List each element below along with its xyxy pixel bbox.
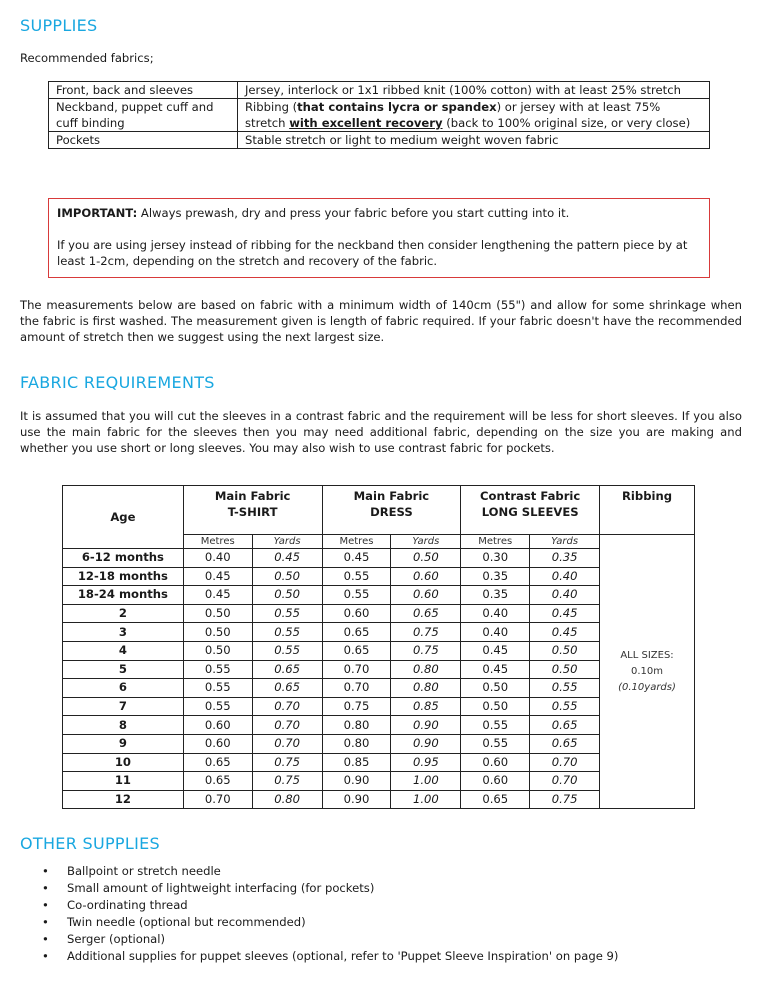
measurements-note: The measurements below are based on fabric with a minimum width of 140cm (55") and allow for some shrinkage when the fabric is first washed. The measurement given is length of fabric required. If your fabric doesn't have the recommended amount of stretch then we suggest using the next largest size. [20,298,742,344]
age-cell: 2 [63,604,184,623]
unit-yards: Yards [391,535,461,549]
ribbing-line3: (0.10yards) [618,681,676,693]
other-supplies-heading: OTHER SUPPLIES [20,834,160,853]
yards-cell: 0.70 [252,734,322,753]
text-fragment: ) or jersey with at least 75% stretch [245,100,661,130]
text-fragment: (back to 100% original size, or very close) [442,116,691,130]
metres-cell: 0.70 [322,679,391,698]
supplies-heading: SUPPLIES [20,16,98,35]
fabric-desc-cell: Stable stretch or light to medium weight woven fabric [238,132,710,149]
age-header: Age [63,486,184,549]
yards-cell: 1.00 [391,790,461,809]
yards-cell: 0.65 [252,679,322,698]
recommended-fabrics-table [48,81,710,149]
recommended-fabrics-label: Recommended fabrics; [20,51,154,65]
important-text: Always prewash, dry and press your fabric before you start cutting into it. [137,206,570,220]
age-cell: 3 [63,623,184,642]
group-header-line2: T-SHIRT [227,505,278,519]
metres-cell: 0.50 [183,641,252,660]
table-row [49,82,710,99]
important-paragraph-2: If you are using jersey instead of ribbing for the neckband then consider lengthening the pattern piece by at least 1-2cm, depending on the stretch and recovery of the fabric. [57,238,688,268]
metres-cell: 0.60 [322,604,391,623]
group-header-line2: LONG SLEEVES [481,505,579,519]
unit-yards: Yards [252,535,322,549]
unit-metres: Metres [461,535,530,549]
emphasis-underlined-text: with excellent recovery [289,116,443,130]
age-cell: 10 [63,753,184,772]
metres-cell: 0.90 [322,790,391,809]
metres-cell: 0.50 [183,604,252,623]
fabric-requirements-heading: FABRIC REQUIREMENTS [20,373,215,392]
metres-cell: 0.60 [461,753,530,772]
yards-cell: 0.50 [530,660,600,679]
fabric-part-cell: Pockets [49,132,238,149]
metres-cell: 0.40 [461,604,530,623]
yards-cell: 0.50 [530,641,600,660]
metres-cell: 0.55 [183,697,252,716]
group-header-line2: DRESS [370,505,413,519]
unit-metres: Metres [183,535,252,549]
yards-cell: 0.40 [530,586,600,605]
ribbing-line1: ALL SIZES: [620,649,674,661]
yards-cell: 0.75 [530,790,600,809]
age-cell: 18-24 months [63,586,184,605]
other-supplies-list [20,863,618,965]
yards-cell: 0.55 [252,623,322,642]
age-cell: 12-18 months [63,567,184,586]
metres-cell: 0.35 [461,567,530,586]
important-paragraph [57,205,701,221]
metres-cell: 0.65 [461,790,530,809]
metres-cell: 0.65 [183,753,252,772]
metres-cell: 0.55 [322,567,391,586]
important-label: IMPORTANT: [57,206,138,220]
metres-cell: 0.45 [322,549,391,568]
metres-cell: 0.55 [461,716,530,735]
table-header-row [63,486,695,535]
list-item: • Ballpoint or stretch needle [20,863,618,880]
metres-cell: 0.45 [183,586,252,605]
yards-cell: 0.50 [391,549,461,568]
yards-cell: 0.70 [252,716,322,735]
metres-cell: 0.55 [461,734,530,753]
fabric-desc-cell [238,99,710,132]
metres-cell: 0.45 [461,660,530,679]
unit-yards: Yards [530,535,600,549]
table-row [49,99,710,132]
yards-cell: 0.65 [530,716,600,735]
metres-cell: 0.55 [322,586,391,605]
metres-cell: 0.75 [322,697,391,716]
metres-cell: 0.50 [461,697,530,716]
emphasis-text: that contains lycra or spandex [297,100,497,114]
yards-cell: 0.75 [391,623,461,642]
unit-metres: Metres [322,535,391,549]
ribbing-all-sizes-cell [600,535,695,809]
yards-cell: 0.55 [252,604,322,623]
metres-cell: 0.85 [322,753,391,772]
age-cell: 12 [63,790,184,809]
age-cell: 6-12 months [63,549,184,568]
yards-cell: 0.45 [530,604,600,623]
yards-cell: 0.45 [530,623,600,642]
list-item: • Serger (optional) [20,931,618,948]
age-cell: 9 [63,734,184,753]
metres-cell: 0.65 [322,623,391,642]
yards-cell: 0.60 [391,567,461,586]
yards-cell: 0.80 [252,790,322,809]
list-item: • Twin needle (optional but recommended) [20,914,618,931]
age-cell: 4 [63,641,184,660]
yards-cell: 0.35 [530,549,600,568]
metres-cell: 0.90 [322,772,391,791]
age-cell: 8 [63,716,184,735]
metres-cell: 0.50 [183,623,252,642]
yards-cell: 0.90 [391,734,461,753]
yards-cell: 0.85 [391,697,461,716]
metres-cell: 0.35 [461,586,530,605]
yards-cell: 0.50 [252,567,322,586]
metres-cell: 0.80 [322,716,391,735]
yards-cell: 0.75 [252,772,322,791]
metres-cell: 0.60 [183,734,252,753]
table-row [49,132,710,149]
metres-cell: 0.65 [322,641,391,660]
list-item: • Small amount of lightweight interfacing (for pockets) [20,880,618,897]
group-header-line1: Main Fabric [353,489,430,503]
fabric-requirements-intro: It is assumed that you will cut the sleeves in a contrast fabric and the requirement will be less for short sleeves. If you also use the main fabric for the sleeves then you may need additional fabric, depending on the size you are making and whether you use short or long sleeves. You may also wish to use contrast fabric for pockets. [20,409,742,455]
yards-cell: 0.95 [391,753,461,772]
group-header [461,486,600,535]
yards-cell: 0.75 [391,641,461,660]
metres-cell: 0.70 [322,660,391,679]
yards-cell: 0.50 [252,586,322,605]
yards-cell: 0.40 [530,567,600,586]
yards-cell: 0.90 [391,716,461,735]
ribbing-line2: 0.10m [631,665,664,677]
group-header [322,486,461,535]
yards-cell: 0.55 [252,641,322,660]
yards-cell: 0.60 [391,586,461,605]
fabric-part-cell: Front, back and sleeves [49,82,238,99]
age-cell: 7 [63,697,184,716]
group-header-line1: Main Fabric [214,489,291,503]
metres-cell: 0.65 [183,772,252,791]
metres-cell: 0.70 [183,790,252,809]
metres-cell: 0.40 [183,549,252,568]
fabric-requirements-table [62,485,695,809]
list-item: • Additional supplies for puppet sleeves (optional, refer to 'Puppet Sleeve Inspiration' on page 9) [20,948,618,965]
yards-cell: 0.55 [530,697,600,716]
important-notice-box [48,198,710,278]
yards-cell: 1.00 [391,772,461,791]
metres-cell: 0.80 [322,734,391,753]
yards-cell: 0.65 [530,734,600,753]
yards-cell: 0.65 [391,604,461,623]
yards-cell: 0.70 [252,697,322,716]
group-header-line1: Contrast Fabric [480,489,581,503]
group-header [183,486,322,535]
text-fragment: Ribbing ( [245,100,298,114]
metres-cell: 0.40 [461,623,530,642]
yards-cell: 0.80 [391,679,461,698]
yards-cell: 0.80 [391,660,461,679]
age-cell: 11 [63,772,184,791]
ribbing-header: Ribbing [600,486,695,535]
fabric-part-cell: Neckband, puppet cuff and cuff binding [49,99,238,132]
metres-cell: 0.50 [461,679,530,698]
age-cell: 5 [63,660,184,679]
list-item: • Co-ordinating thread [20,897,618,914]
yards-cell: 0.70 [530,772,600,791]
fabric-desc-cell: Jersey, interlock or 1x1 ribbed knit (100% cotton) with at least 25% stretch [238,82,710,99]
metres-cell: 0.30 [461,549,530,568]
metres-cell: 0.45 [461,641,530,660]
metres-cell: 0.55 [183,679,252,698]
yards-cell: 0.55 [530,679,600,698]
metres-cell: 0.55 [183,660,252,679]
yards-cell: 0.65 [252,660,322,679]
yards-cell: 0.75 [252,753,322,772]
yards-cell: 0.70 [530,753,600,772]
age-cell: 6 [63,679,184,698]
metres-cell: 0.45 [183,567,252,586]
yards-cell: 0.45 [252,549,322,568]
metres-cell: 0.60 [461,772,530,791]
metres-cell: 0.60 [183,716,252,735]
